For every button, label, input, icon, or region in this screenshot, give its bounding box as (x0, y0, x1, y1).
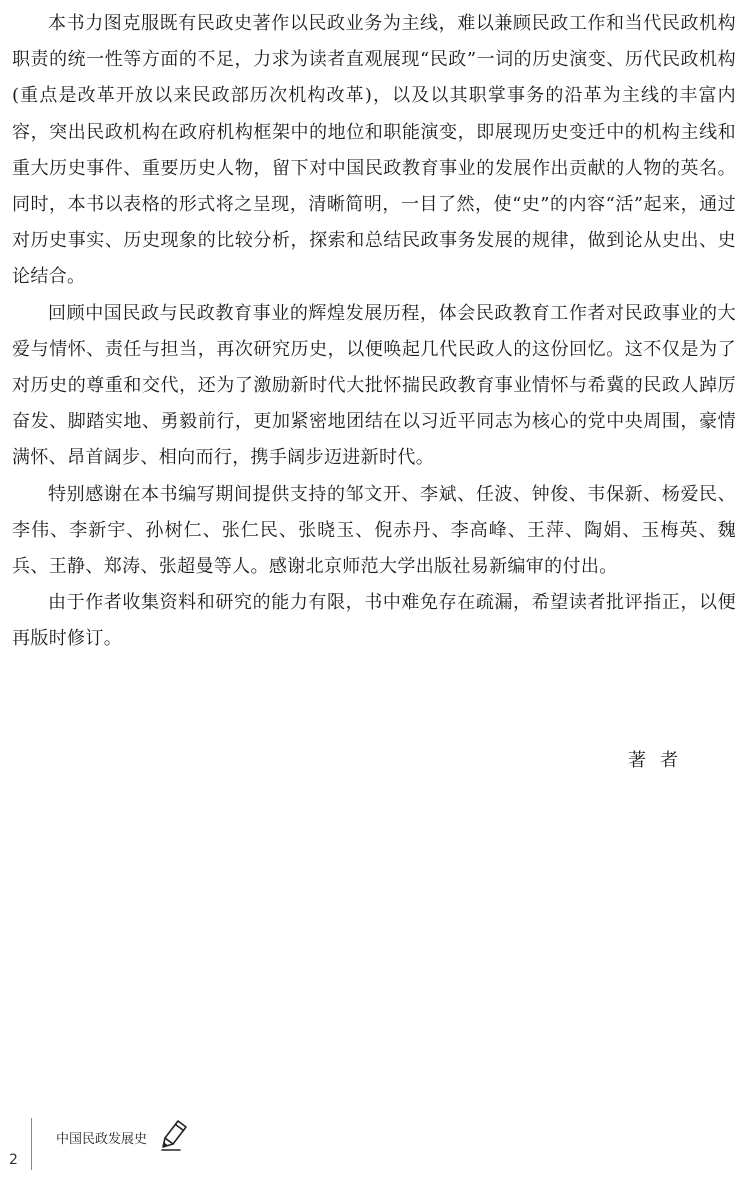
footer-divider (31, 1118, 32, 1170)
paragraph-3: 特别感谢在本书编写期间提供支持的邹文开、李斌、任波、钟俊、韦保新、杨爱民、李伟、李新宇、孙树仁、张仁民、张晓玉、倪赤丹、李高峰、王萍、陶娟、玉梅英、魏兵、王静、郑涛、张超曼等人。感谢北京师范大学出版社易新编审的付出。 (12, 483, 736, 578)
paragraph-2: 回顾中国民政与民政教育事业的辉煌发展历程，体会民政教育工作者对民政事业的大爱与情怀、责任与担当，再次研究历史，以便唤起几代民政人的这份回忆。这不仅是为了对历史的尊重和交代，还为了激励新时代大批怀揣民政教育事业情怀与希冀的民政人踔厉奋发、脚踏实地、勇毅前行，更加紧密地团结在以习近平同志为核心的党中央周围，豪情满怀、昂首阔步、相向而行，携手阔步迈进新时代。 (12, 302, 736, 469)
author-signature: 著者 (628, 750, 692, 771)
page-footer (0, 1118, 750, 1188)
pencil-icon (160, 1118, 190, 1152)
preface-body (12, 6, 736, 658)
paragraph-1: 本书力图克服既有民政史著作以民政业务为主线，难以兼顾民政工作和当代民政机构职责的统一性等方面的不足，力求为读者直观展现“民政”一词的历史演变、历代民政机构(重点是改革开放以来民政部历次机构改革)，以及以其职掌事务的沿革为主线的丰富内容，突出民政机构在政府机构框架中的地位和职能演变，即展现历史变迁中的机构主线和重大历史事件、重要历史人物，留下对中国民政教育事业的发展作出贡献的人物的英名。同时，本书以表格的形式将之呈现，清晰简明，一目了然，使“史”的内容“活”起来，通过对历史事实、历史现象的比较分析，探索和总结民政事务发展的规律，做到论从史出、史论结合。 (12, 13, 736, 288)
running-book-title: 中国民政发展史 (56, 1132, 148, 1147)
paragraph-4: 由于作者收集资料和研究的能力有限，书中难免存在疏漏，希望读者批评指正，以便再版时修订。 (12, 592, 736, 650)
page-number: 2 (9, 1152, 18, 1168)
